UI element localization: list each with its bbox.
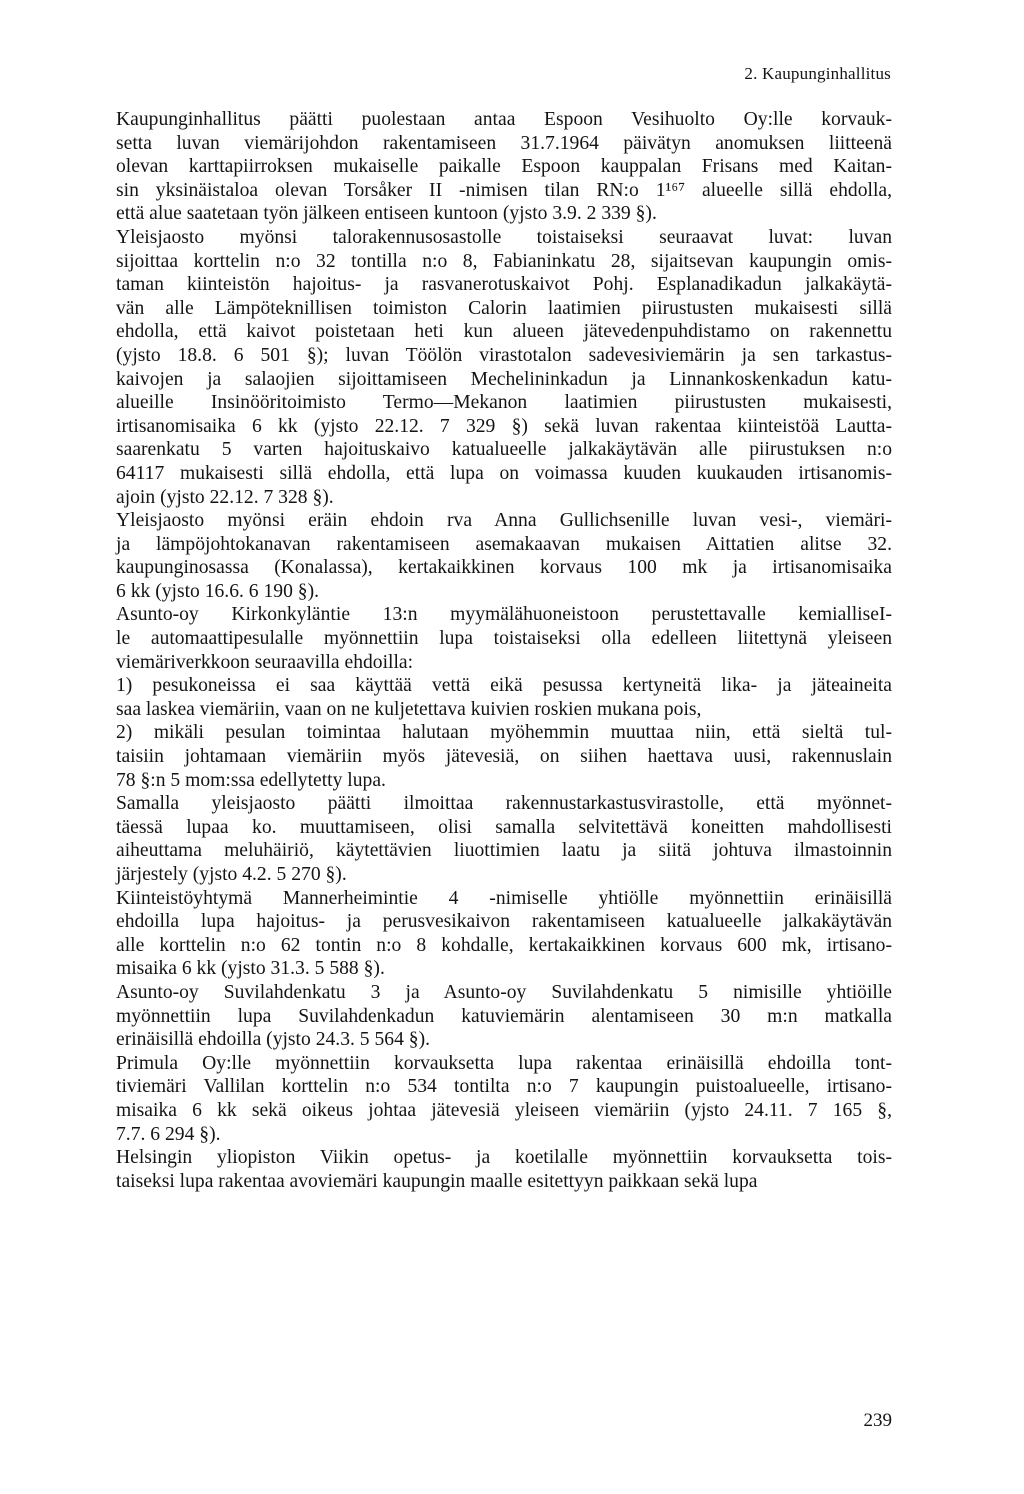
text-line: setta luvan viemärijohdon rakentamiseen 31.7.1964 päivätyn anomuksen liitteenä xyxy=(116,132,892,154)
text-line: 7.7. 6 294 §). xyxy=(116,1123,221,1145)
text-line: misaika 6 kk (yjsto 31.3. 5 588 §). xyxy=(116,958,385,980)
paragraph xyxy=(116,226,892,509)
text-line: sin yksinäistaloa olevan Torsåker II -nimisen tilan RN:o 1¹⁶⁷ alueelle sillä ehdolla, xyxy=(116,179,892,201)
text-line: 78 §:n 5 mom:ssa edellytetty lupa. xyxy=(116,769,386,791)
paragraph xyxy=(116,674,892,721)
text-line: taisiin johtamaan viemäriin myös jätevesiä, on siihen haettava uusi, rakennuslain xyxy=(116,746,892,768)
text-line: Helsingin yliopiston Viikin opetus- ja koetilalle myönnettiin korvauksetta tois- xyxy=(116,1147,892,1169)
text-line: 6 kk (yjsto 16.6. 6 190 §). xyxy=(116,580,320,602)
text-line: ajoin (yjsto 22.12. 7 328 §). xyxy=(116,486,334,508)
text-line: taiseksi lupa rakentaa avoviemäri kaupungin maalle esitettyyn paikkaan sekä lupa xyxy=(116,1170,758,1192)
text-line: sijoittaa korttelin n:o 32 tontilla n:o 8, Fabianinkatu 28, sijaitsevan kaupungin omis- xyxy=(116,250,892,272)
text-line: 1) pesukoneissa ei saa käyttää vettä eikä pesussa kertyneitä lika- ja jäteaineita xyxy=(116,675,892,697)
text-line: taman kiinteistön hajoitus- ja rasvanerotuskaivot Pohj. Esplanadikadun jalkakäytä- xyxy=(116,274,892,296)
text-line: Kaupunginhallitus päätti puolestaan antaa Espoon Vesihuolto Oy:lle korvauk- xyxy=(116,109,892,130)
text-line: alueille Insinööritoimisto Termo—Mekanon laatimien piirustusten mukaisesti, xyxy=(116,392,892,414)
text-line: järjestely (yjsto 4.2. 5 270 §). xyxy=(116,864,347,885)
text-line: saa laskea viemäriin, vaan on ne kuljetettava kuivien roskien mukana pois, xyxy=(116,698,702,720)
text-line: aiheuttama meluhäiriö, käytettävien liuottimien laatu ja siitä johtuva ilmastoinnin xyxy=(116,840,892,862)
text-line: erinäisillä ehdoilla (yjsto 24.3. 5 564 §). xyxy=(116,1029,430,1051)
text-line: Kiinteistöyhtymä Mannerheimintie 4 -nimiselle yhtiölle myönnettiin erinäisillä xyxy=(116,887,892,909)
text-line: Samalla yleisjaosto päätti ilmoittaa rakennustarkastusvirastolle, että myönnet- xyxy=(116,793,892,815)
text-line: Asunto-oy Kirkonkyläntie 13:n myymälähuoneistoon perustettavalle kemialliseI- xyxy=(116,604,892,626)
paragraph xyxy=(116,981,892,1052)
paragraph xyxy=(116,108,892,226)
text-line: irtisanomisaika 6 kk (yjsto 22.12. 7 329 §) sekä luvan rakentaa kiinteistöä Lautta- xyxy=(116,415,892,437)
paragraph xyxy=(116,1146,892,1193)
body-text xyxy=(116,108,892,1193)
text-line: ehdoilla lupa hajoitus- ja perusvesikaivon rakentamiseen katualueelle jalkakäytävän xyxy=(116,911,892,933)
text-line: misaika 6 kk sekä oikeus johtaa jätevesiä yleiseen viemäriin (yjsto 24.11. 7 165 §, xyxy=(116,1099,892,1121)
text-line: tiviemäri Vallilan korttelin n:o 534 tontilta n:o 7 kaupungin puistoalueelle, irtisano- xyxy=(116,1076,892,1098)
text-line: kaivojen ja salaojien sijoittamiseen Mechelininkadun ja Linnankoskenkadun katu- xyxy=(116,368,892,390)
page-number: 239 xyxy=(863,1410,892,1431)
running-header: 2. Kaupunginhallitus xyxy=(744,64,891,83)
paragraph xyxy=(116,509,892,603)
text-line: ja lämpöjohtokanavan rakentamiseen asemakaavan mukaisen Aittatien alitse 32. xyxy=(116,533,892,555)
text-line: Asunto-oy Suvilahdenkatu 3 ja Asunto-oy Suvilahdenkatu 5 nimisille yhtiöille xyxy=(116,981,892,1003)
text-line: (yjsto 18.8. 6 501 §); luvan Töölön virastotalon sadevesiviemärin ja sen tarkastus- xyxy=(116,344,892,366)
text-line: myönnettiin lupa Suvilahdenkadun katuviemärin alentamiseen 30 m:n matkalla xyxy=(116,1005,892,1027)
text-line: Yleisjaosto myönsi eräin ehdoin rva Anna Gullichsenille luvan vesi-, viemäri- xyxy=(116,510,892,532)
text-line: täessä lupaa ko. muuttamiseen, olisi samalla selvitettävä koneitten mahdollisesti xyxy=(116,816,892,838)
text-line: olevan karttapiirroksen mukaiselle paikalle Espoon kauppalan Frisans med Kaitan- xyxy=(116,156,892,178)
paragraph xyxy=(116,1052,892,1146)
text-line: saarenkatu 5 varten hajoituskaivo katualueelle jalkakäytävän alle piirustuksen n:o xyxy=(116,439,892,461)
paragraph xyxy=(116,721,892,792)
text-line: ehdolla, että kaivot poistetaan heti kun alueen jätevedenpuhdistamo on rakennettu xyxy=(116,321,892,343)
paragraph xyxy=(116,792,892,886)
paragraph xyxy=(116,887,892,981)
text-line: 64117 mukaisesti sillä ehdolla, että lupa on voimassa kuuden kuukauden irtisanomis- xyxy=(116,462,892,484)
paragraph xyxy=(116,603,892,674)
text-line: le automaattipesulalle myönnettiin lupa toistaiseksi olla edelleen liitettynä yleiseen xyxy=(116,628,892,650)
text-line: 2) mikäli pesulan toimintaa halutaan myöhemmin muuttaa niin, että sieltä tul- xyxy=(116,722,892,744)
text-line: että alue saatetaan työn jälkeen entiseen kuntoon (yjsto 3.9. 2 339 §). xyxy=(116,203,657,225)
text-line: Primula Oy:lle myönnettiin korvauksetta lupa rakentaa erinäisillä ehdoilla tont- xyxy=(116,1052,892,1074)
text-line: viemäriverkkoon seuraavilla ehdoilla: xyxy=(116,651,414,673)
text-line: kaupunginosassa (Konalassa), kertakaikkinen korvaus 100 mk ja irtisanomisaika xyxy=(116,557,892,579)
text-line: alle korttelin n:o 62 tontin n:o 8 kohdalle, kertakaikkinen korvaus 600 mk, irtisano- xyxy=(116,934,892,956)
text-line: Yleisjaosto myönsi talorakennusosastolle toistaiseksi seuraavat luvat: luvan xyxy=(116,226,892,248)
text-line: vän alle Lämpöteknillisen toimiston Calorin laatimien piirustusten mukaisesti sillä xyxy=(116,297,892,319)
